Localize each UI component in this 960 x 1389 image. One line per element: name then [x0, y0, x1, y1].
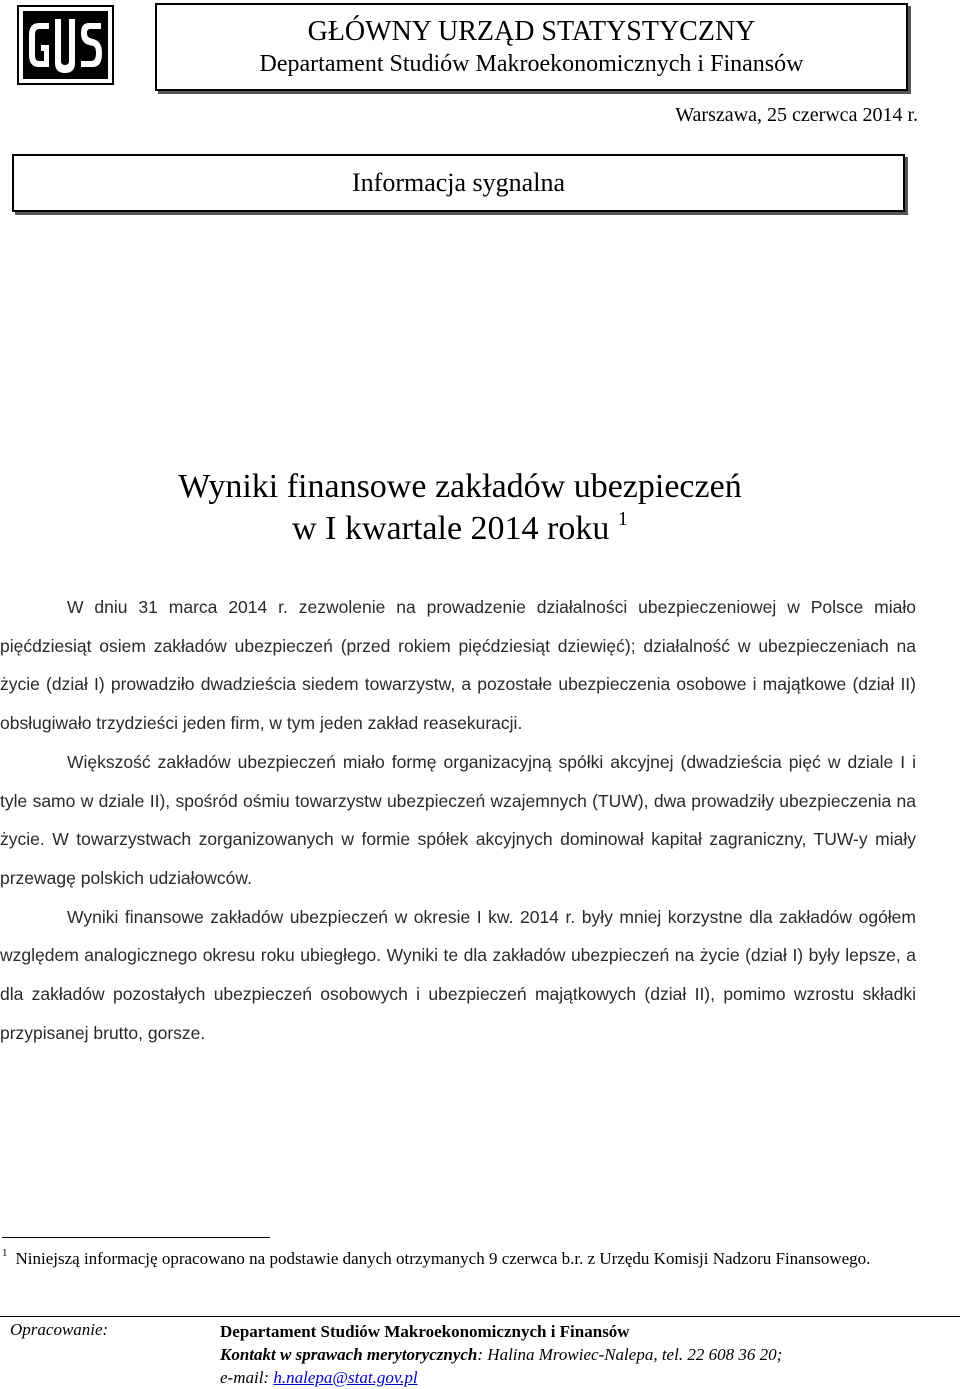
main-title	[0, 466, 920, 550]
document-date: Warszawa, 25 czerwca 2014 r.	[675, 104, 918, 126]
paragraph: Wyniki finansowe zakładów ubezpieczeń w okresie I kw. 2014 r. były mniej korzystne dla zakładów ogółem względem analogicznego okresu roku ubiegłego. Wyniki te dla zakładów ubezpieczeń na życie (dział I) były lepsze, a dla zakładów pozostałych ubezpieczeń osobowych i ubezpieczeń majątkowych (dział II), pomimo wzrostu składki przypisanej brutto, gorsze.	[0, 906, 916, 1043]
footer-details	[220, 1320, 940, 1389]
footer-department: Departament Studiów Makroekonomicznych i Finansów	[220, 1322, 630, 1341]
info-label-box	[12, 154, 905, 212]
email-label: e-mail:	[220, 1368, 274, 1387]
contact-label: Kontakt w sprawach merytorycznych	[220, 1345, 478, 1364]
gus-logo-icon	[17, 5, 114, 85]
contact-value: : Halina Mrowiec-Nalepa, tel. 22 608 36 20;	[477, 1345, 783, 1364]
gus-logo	[17, 5, 114, 85]
footer-label: Opracowanie:	[10, 1320, 109, 1339]
footnote	[2, 1246, 916, 1271]
body-text	[0, 588, 916, 1052]
department-name: Departament Studiów Makroekonomicznych i Finansów	[259, 51, 804, 77]
footnote-text: Niniejszą informację opracowano na podstawie danych otrzymanych 9 czerwca b.r. z Urzędu Komisji Nadzoru Finansowego.	[15, 1249, 871, 1268]
main-title-line1: Wyniki finansowe zakładów ubezpieczeń	[178, 468, 742, 505]
footer-divider	[0, 1316, 960, 1317]
footnote-reference[interactable]: 1	[617, 508, 628, 530]
paragraph: Większość zakładów ubezpieczeń miało formę organizacyjną spółki akcyjnej (dwadzieścia pięć w dziale I i tyle samo w dziale II), spośród ośmiu towarzystw ubezpieczeń wzajemnych (TUW), dwa prowadziły ubezpieczenia na życie. W towarzystwach zorganizowanych w formie spółek akcyjnych dominował kapitał zagraniczny, TUW-y miały przewagę polskich udziałowców.	[0, 751, 916, 888]
main-title-line2	[0, 508, 920, 550]
info-label: Informacja sygnalna	[352, 168, 565, 197]
paragraph: W dniu 31 marca 2014 r. zezwolenie na prowadzenie działalności ubezpieczeniowej w Polsce miało pięćdziesiąt osiem zakładów ubezpieczeń (przed rokiem pięćdziesiąt dziewięć); działalność w ubezpieczeniach na życie (dział I) prowadziło dwadzieścia siedem towarzystw, a pozostałe ubezpieczenia osobowe i majątkowe (dział II) obsługiwało trzydzieści jeden firm, w tym jeden zakład reasekuracji.	[0, 597, 916, 734]
footer-contact	[220, 1343, 940, 1366]
email-link[interactable]: h.nalepa@stat.gov.pl	[273, 1368, 418, 1387]
main-title-line2-text: w I kwartale 2014 roku	[292, 510, 610, 547]
institution-name: GŁÓWNY URZĄD STATYSTYCZNY	[307, 16, 756, 47]
header-box	[155, 3, 908, 91]
footnote-divider	[2, 1237, 270, 1238]
footnote-mark: 1	[2, 1247, 8, 1259]
